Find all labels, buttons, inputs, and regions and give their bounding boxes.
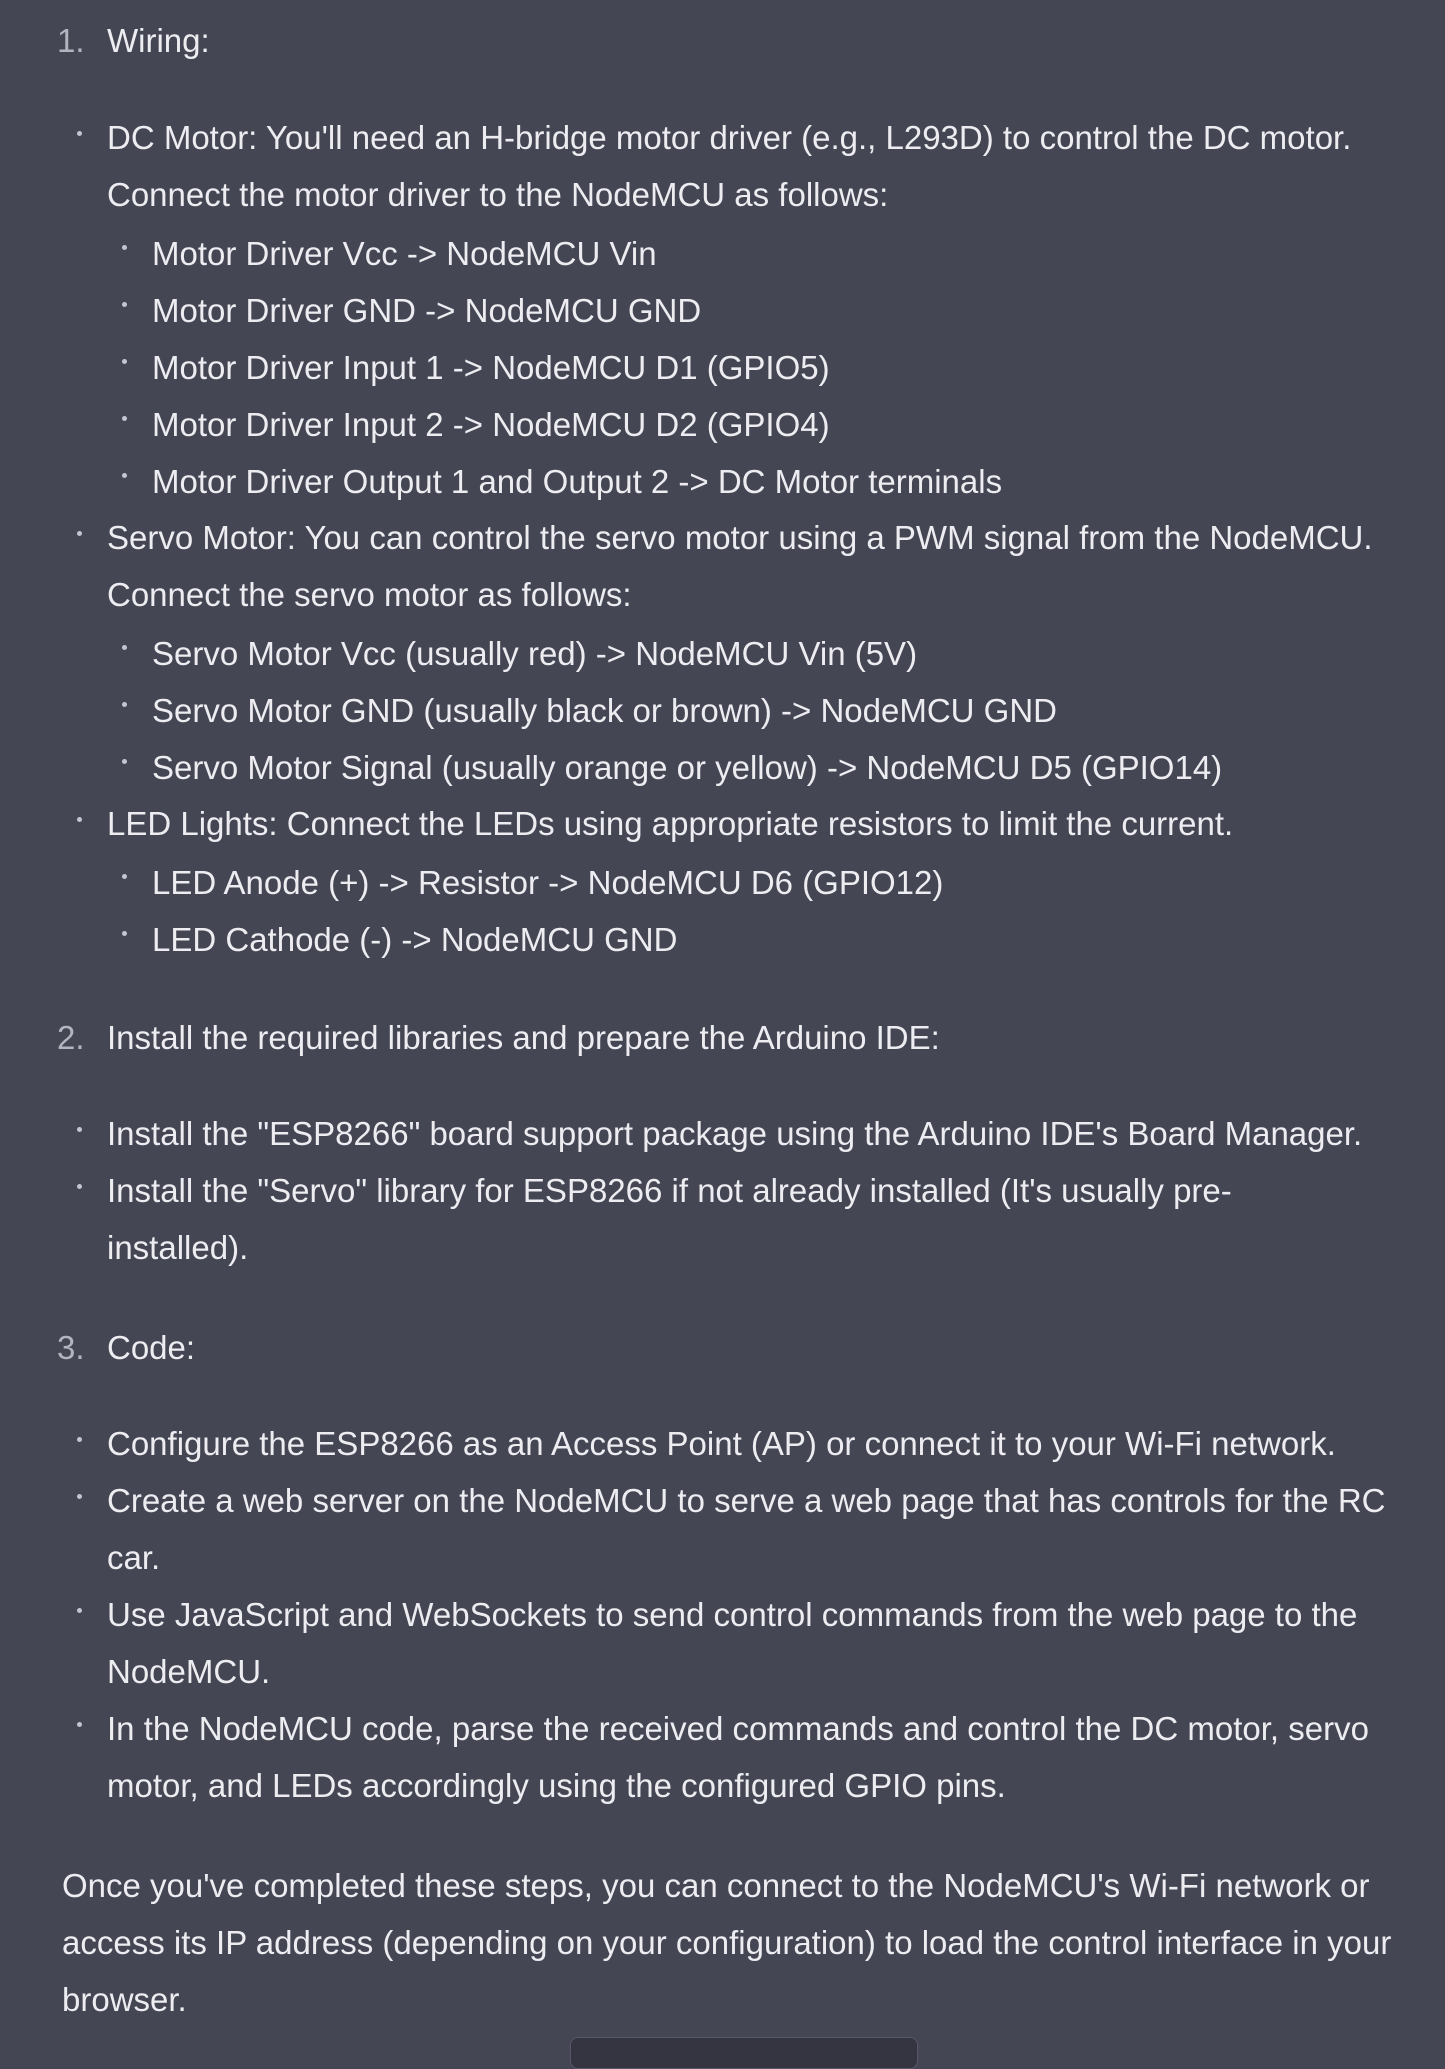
bullet-icon [122,245,127,250]
list-item: Install the "ESP8266" board support package using the Arduino IDE's Board Manager. [107,1115,1363,1152]
list-item: Install the "Servo" library for ESP8266 if not already installed (It's usually pre-installed). [107,1172,1232,1266]
step-number: 1. [57,22,85,59]
list-item: LED Cathode (-) -> NodeMCU GND [152,921,678,958]
bullet-icon [122,416,127,421]
list-item: Servo Motor Vcc (usually red) -> NodeMCU Vin (5V) [152,635,918,672]
list-item: Servo Motor Signal (usually orange or yellow) -> NodeMCU D5 (GPIO14) [152,749,1223,786]
closing-paragraph: Once you've completed these steps, you can connect to the NodeMCU's Wi-Fi network or access its IP address (depending on your configuration) to load the control interface in your browser. [62,1867,1392,2018]
bullet-icon [77,1494,82,1499]
bullet-icon [77,531,82,536]
step-title: Install the required libraries and prepare the Arduino IDE: [107,1019,940,1056]
step-title: Wiring: [107,22,210,59]
list-item: Use JavaScript and WebSockets to send control commands from the web page to the NodeMCU. [107,1596,1358,1690]
list-item: Motor Driver Input 2 -> NodeMCU D2 (GPIO4) [152,406,830,443]
bullet-icon [77,1722,82,1727]
bullet-icon [77,1184,82,1189]
step-title: Code: [107,1329,196,1366]
list-item: Motor Driver Vcc -> NodeMCU Vin [152,235,657,272]
bullet-icon [122,473,127,478]
bullet-icon [77,1437,82,1442]
bullet-icon [77,131,82,136]
list-item: Motor Driver Output 1 and Output 2 -> DC Motor terminals [152,463,1003,500]
list-item: LED Lights: Connect the LEDs using appropriate resistors to limit the current. [107,805,1234,842]
bullet-icon [122,359,127,364]
list-item: LED Anode (+) -> Resistor -> NodeMCU D6 (GPIO12) [152,864,944,901]
bullet-icon [122,702,127,707]
bullet-icon [77,1127,82,1132]
step-number: 2. [57,1019,85,1056]
list-item: Motor Driver Input 1 -> NodeMCU D1 (GPIO5) [152,349,830,386]
list-item: DC Motor: You'll need an H-bridge motor driver (e.g., L293D) to control the DC motor. Connect the motor driver to the NodeMCU as follows: [107,119,1352,213]
bullet-icon [122,759,127,764]
list-item: Servo Motor: You can control the servo motor using a PWM signal from the NodeMCU. Connect the servo motor as follows: [107,519,1373,613]
bullet-icon [122,645,127,650]
step-number: 3. [57,1329,85,1366]
bullet-icon [77,1608,82,1613]
list-item: Create a web server on the NodeMCU to serve a web page that has controls for the RC car. [107,1482,1386,1576]
list-item: Servo Motor GND (usually black or brown) -> NodeMCU GND [152,692,1058,729]
bottom-control[interactable] [570,2037,918,2069]
list-item: In the NodeMCU code, parse the received commands and control the DC motor, servo motor, and LEDs accordingly using the configured GPIO pins. [107,1710,1369,1804]
bullet-icon [122,931,127,936]
bullet-icon [122,302,127,307]
list-item: Motor Driver GND -> NodeMCU GND [152,292,702,329]
bullet-icon [77,817,82,822]
bullet-icon [122,874,127,879]
list-item: Configure the ESP8266 as an Access Point (AP) or connect it to your Wi-Fi network. [107,1425,1336,1462]
